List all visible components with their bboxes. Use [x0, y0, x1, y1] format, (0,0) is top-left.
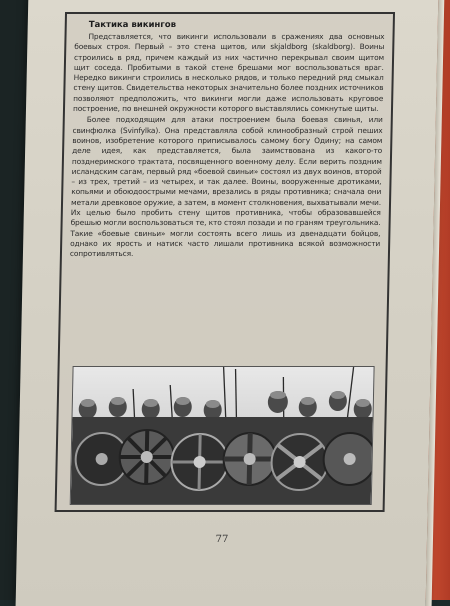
page-number: 77	[215, 534, 229, 545]
sidebar-paragraph-1: Представляется, что викинги использовали в сражениях два основных боевых строя. Первый – это стена щитов, или skjaldborg (skaldborg). Воины строились в ряд, причем каждый из них частично перекрывал своим щитом щит соседа. Пробитыми в такой стене брешами мог воспользоваться враг. Нередко викинги строились в несколько рядов, и только передний ряд смыкал стену щитов. Свидетельства некоторых значительно более поздних источников позволяют предположить, что викинги могли даже использовать круговое построение, по внешней окружности которого выставлялись сомкнутые щиты.	[72, 32, 385, 114]
sidebar-title: Тактика викингов	[88, 20, 177, 30]
viking-shield-wall-photo	[70, 366, 375, 505]
sidebar-box	[55, 12, 395, 512]
sidebar-paragraph-2: Более подходящим для атаки построением была боевая свинья, или свинфюлка (Svinfylka). Она представляла собой клинообразный строй пеших воинов, изобретение которого приписывалось самому богу Одину; на самом деле идея, как представляется, была заимствована из какого-то позднеримского трактата, посвященного военному делу. Если верить поздним исландским сагам, первый ряд «боевой свиньи» состоял из двух воинов, второй – из трех, третий – из четырех, и так далее. Воины, вооруженные дротиками, копьями и обоюдоострыми мечами, врезались в ряды противника; сначала они метали древковое оружие, а затем, в момент столкновения, выхватывали мечи. Их целью было пробить стену щитов противника, чтобы образовавшейся брешью могли воспользоваться те, кто стоял позади и по граням треугольника. Такие «боевые свиньи» могли состоять всего лишь из двенадцати бойцов, однако их ярость и натиск часто лишали противника всякой возможности сопротивляться.	[69, 115, 383, 259]
book-page	[16, 0, 439, 606]
photo-illustration	[71, 367, 374, 504]
